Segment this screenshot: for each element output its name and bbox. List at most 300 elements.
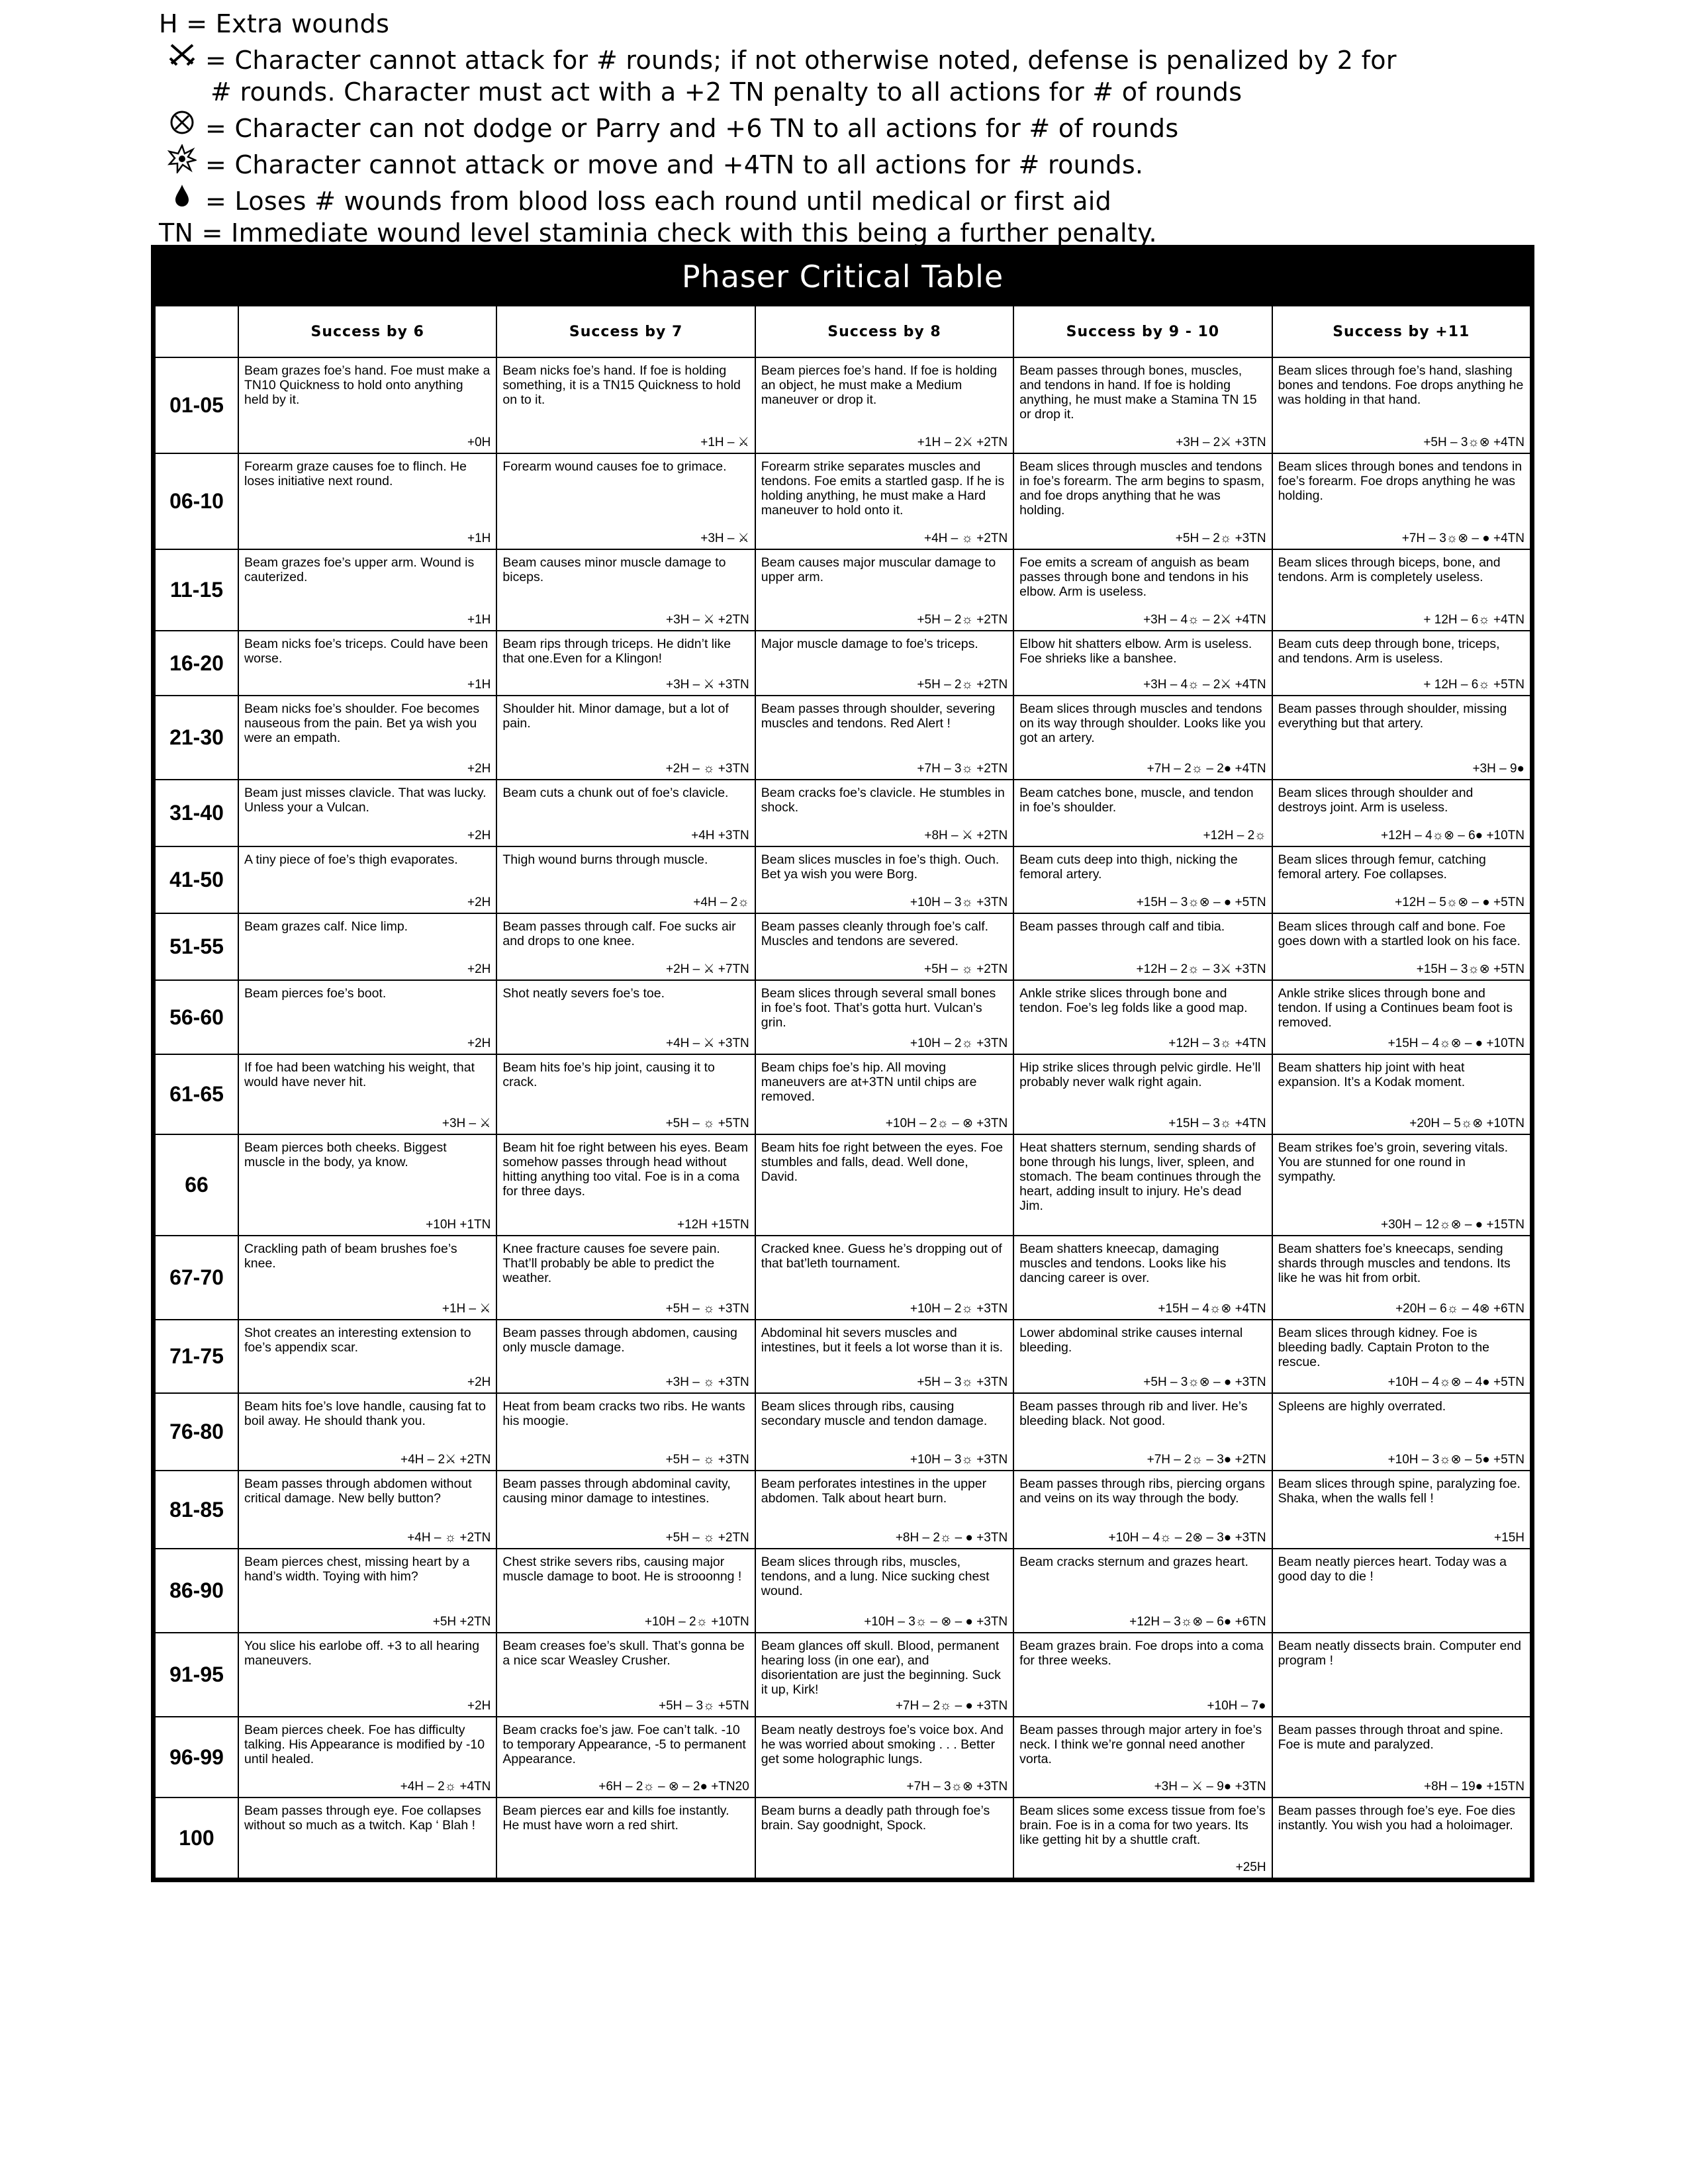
effect-description: Beam slices through ribs, muscles, tendons, and a lung. Nice sucking chest wound. [761,1555,990,1598]
legend-entry [159,144,1615,181]
effect-modifiers: + 12H – 6☼ +5TN [1423,678,1524,692]
critical-cell [1013,1134,1272,1236]
effect-description: Beam slices muscles in foe’s thigh. Ouch. Bet ya wish you were Borg. [761,852,1000,882]
effect-description: Beam passes through abdominal cavity, causing minor damage to intestines. [502,1477,731,1506]
critical-cell [1013,1393,1272,1471]
effect-modifiers: +3H – 2⚔ +3TN [1176,435,1266,449]
effect-modifiers: +5H +2TN [432,1615,491,1629]
effect-description: Beam neatly dissects brain. Computer end program ! [1278,1639,1521,1668]
critical-cell [238,1320,496,1393]
effect-description: Beam nicks foe’s hand. If foe is holding something, it is a TN15 Quickness to hold on to it. [502,363,741,407]
critical-cell [1272,913,1530,980]
legend-entry [159,8,1615,40]
table-row [155,1797,1530,1878]
critical-cell [496,631,755,696]
effect-description: Beam pierces both cheeks. Biggest muscle in the body, ya know. [244,1140,447,1169]
table-row [155,549,1530,631]
legend-text: TN = Immediate wound level staminia check with this being a further penalty. [159,218,1157,248]
effect-description: Beam pierces foe’s boot. [244,986,387,1001]
critical-cell [755,1054,1013,1134]
effect-modifiers: +10H – 4☼ – 2⊗ – 3● +3TN [1108,1531,1266,1545]
effect-description: Beam rips through triceps. He didn’t like that one.Even for a Klingon! [502,637,731,666]
effect-description: Beam creases foe’s skull. That’s gonna be a nice scar Weasley Crusher. [502,1639,745,1668]
effect-description: Heat from beam cracks two ribs. He wants his moogie. [502,1399,745,1428]
effect-modifiers: +7H – 2☼ – 3● +2TN [1147,1453,1266,1467]
critical-cell [1272,1236,1530,1320]
effect-description: Abdominal hit severs muscles and intestines, but it feels a lot worse than it is. [761,1326,1004,1355]
effect-modifiers: +3H – 4☼ – 2⚔ +4TN [1143,678,1266,692]
effect-modifiers: +7H – 3☼⊗ +3TN [906,1780,1008,1794]
critical-cell [755,1471,1013,1549]
effect-description: Beam grazes foe’s hand. Foe must make a TN10 Quickness to hold onto anything held by it. [244,363,491,407]
effect-description: Beam slices through muscles and tendons in foe’s forearm. The arm begins to spasm, and foe drops anything that he was holding. [1019,459,1265,518]
table-row [155,1054,1530,1134]
effect-description: Cracked knee. Guess he’s dropping out of that bat’leth tournament. [761,1242,1002,1271]
critical-cell [496,453,755,549]
effect-modifiers: +3H – ☼ +3TN [665,1375,749,1389]
roll-range: 31-40 [155,780,238,846]
roll-range: 91-95 [155,1633,238,1717]
effect-description: Shoulder hit. Minor damage, but a lot of pain. [502,702,729,731]
critical-cell [1272,846,1530,913]
effect-description: Beam passes through throat and spine. Foe is mute and paralyzed. [1278,1723,1503,1752]
effect-modifiers: +7H – 2☼ – 2● +4TN [1147,762,1266,776]
critical-cell [238,631,496,696]
effect-description: Beam slices through several small bones in foe’s foot. That’s gotta hurt. Vulcan’s grin. [761,986,996,1030]
roll-range: 76-80 [155,1393,238,1471]
effect-modifiers: +3H – ⚔ +3TN [665,678,749,692]
effect-description: Beam passes through shoulder, missing everything but that artery. [1278,702,1507,731]
effect-description: Beam grazes brain. Foe drops into a coma for three weeks. [1019,1639,1264,1668]
critical-cell [1272,357,1530,453]
effect-modifiers: +15H – 4☼⊗ – ● +10TN [1387,1036,1524,1050]
table-row [155,631,1530,696]
effect-modifiers: +1H [467,678,491,692]
effect-description: Ankle strike slices through bone and tendon. Foe’s leg folds like a good map. [1019,986,1248,1015]
effect-description: Thigh wound burns through muscle. [502,852,708,867]
effect-modifiers: +5H – 2☼ +3TN [1175,531,1266,545]
effect-modifiers: +15H [1494,1531,1524,1545]
effect-modifiers: +6H – 2☼ – ⊗ – 2● +TN20 [598,1780,749,1794]
effect-modifiers: +10H – 3☼ +3TN [910,895,1008,909]
effect-modifiers: +7H – 3☼⊗ – ● +4TN [1401,531,1524,545]
effect-description: Beam slices through ribs, causing secondary muscle and tendon damage. [761,1399,988,1428]
effect-description: Beam causes minor muscle damage to biceps. [502,555,726,584]
effect-modifiers: +2H – ☼ +3TN [665,762,749,776]
critical-cell [1272,696,1530,780]
effect-modifiers: +10H +1TN [426,1218,491,1232]
critical-cell [755,1320,1013,1393]
critical-cell [1272,1134,1530,1236]
effect-modifiers: +7H – 3☼ +2TN [917,762,1008,776]
critical-cell [1272,453,1530,549]
critical-cell [238,1717,496,1797]
effect-description: Beam passes through major artery in foe’s neck. I think we’re gonnal need another vorta. [1019,1723,1262,1766]
critical-cell [1272,1549,1530,1633]
effect-modifiers: +3H – ⚔ [442,1116,491,1130]
effect-modifiers: +15H – 3☼⊗ +5TN [1416,962,1524,976]
effect-description: Beam slices through spine, paralyzing foe. Shaka, when the walls fell ! [1278,1477,1521,1506]
effect-modifiers: +3H – ⚔ – 9● +3TN [1154,1780,1266,1794]
critical-cell [1013,1717,1272,1797]
table-title: Phaser Critical Table [154,248,1531,305]
effect-description: Beam neatly destroys foe’s voice box. And he was worried about smoking . . . Better get some holographic lungs. [761,1723,1004,1766]
effect-modifiers: +12H – 2☼ – 3⚔ +3TN [1136,962,1266,976]
critical-cell [238,1393,496,1471]
effect-description: Beam pierces foe’s hand. If foe is holding an object, he must make a Medium maneuver or drop it. [761,363,998,407]
critical-cell [496,1471,755,1549]
effect-description: Elbow hit shatters elbow. Arm is useless. Foe shrieks like a banshee. [1019,637,1252,666]
effect-description: Beam shatters hip joint with heat expansion. It’s a Kodak moment. [1278,1060,1466,1089]
effect-description: Beam hits foe’s love handle, causing fat to boil away. He should thank you. [244,1399,486,1428]
roll-range: 51-55 [155,913,238,980]
critical-cell [755,846,1013,913]
critical-cell [1013,1471,1272,1549]
table-row [155,980,1530,1054]
effect-description: Beam passes through bones, muscles, and tendons in hand. If foe is holding anything, he must make a Stamina TN 15 or drop it. [1019,363,1257,422]
effect-description: Beam passes through calf and tibia. [1019,919,1225,934]
critical-cell [238,1236,496,1320]
critical-cell [238,846,496,913]
table-row [155,1320,1530,1393]
critical-cell [496,1054,755,1134]
legend [159,8,1615,249]
effect-description: Beam slices through femur, catching femoral artery. Foe collapses. [1278,852,1486,882]
effect-modifiers: +2H [467,829,491,842]
table-row [155,1549,1530,1633]
table-row [155,1134,1530,1236]
effect-modifiers: +0H [467,435,491,449]
effect-modifiers: +8H – 2☼ – ● +3TN [895,1531,1008,1545]
effect-modifiers: +10H – 2☼ +3TN [910,1302,1008,1316]
effect-modifiers: +20H – 6☼ – 4⊗ +6TN [1395,1302,1524,1316]
effect-modifiers: +1H [467,531,491,545]
effect-description: Beam grazes calf. Nice limp. [244,919,408,934]
effect-description: Beam slices through bones and tendons in foe’s forearm. Foe drops anything he was holding. [1278,459,1523,503]
legend-text: = Character can not dodge or Parry and +6 TN to all actions for # of rounds [205,114,1179,143]
column-header: Success by 7 [496,306,755,357]
effect-description: Forearm graze causes foe to flinch. He loses initiative next round. [244,459,467,488]
blood-drop-icon [159,181,205,210]
roll-column-header [155,306,238,357]
effect-description: Chest strike severs ribs, causing major muscle damage to boot. He is strooonng ! [502,1555,742,1584]
effect-modifiers: +5H – 2☼ +2TN [917,678,1008,692]
crossed-swords-icon [159,40,205,69]
effect-description: Beam cracks foe’s jaw. Foe can’t talk. -10 to temporary Appearance, -5 to permanent Appearance. [502,1723,746,1766]
critical-cell [496,1549,755,1633]
effect-modifiers: +5H – 3☼ +5TN [659,1699,749,1713]
critical-cell [1272,1054,1530,1134]
effect-description: Beam glances off skull. Blood, permanent hearing loss (in one ear), and disorientation are just the beginning. Suck it up, Kirk! [761,1639,1001,1697]
effect-modifiers: +8H – 19● +15TN [1424,1780,1524,1794]
effect-description: Beam passes through rib and liver. He’s bleeding black. Not good. [1019,1399,1248,1428]
effect-modifiers: +30H – 12☼⊗ – ● +15TN [1381,1218,1524,1232]
effect-description: Beam passes through calf. Foe sucks air and drops to one knee. [502,919,736,948]
critical-cell [1013,1797,1272,1878]
effect-description: Beam perforates intestines in the upper abdomen. Talk about heart burn. [761,1477,987,1506]
effect-modifiers: +10H – 2☼ – ⊗ +3TN [885,1116,1008,1130]
roll-range: 67-70 [155,1236,238,1320]
critical-cell [238,1633,496,1717]
critical-cell [755,696,1013,780]
table-row [155,1236,1530,1320]
legend-entry [159,76,1615,108]
effect-modifiers: +4H +3TN [691,829,749,842]
table-row [155,780,1530,846]
effect-modifiers: +3H – ⚔ +2TN [665,613,749,627]
effect-description: Beam nicks foe’s shoulder. Foe becomes nauseous from the pain. Bet ya wish you were an empath. [244,702,480,745]
effect-modifiers: +10H – 2☼ +3TN [910,1036,1008,1050]
effect-description: Ankle strike slices through bone and tendon. If using a Continues beam foot is removed. [1278,986,1513,1030]
effect-description: Beam shatters kneecap, damaging muscles and tendons. Looks like his dancing career is over. [1019,1242,1227,1285]
effect-description: Beam passes through abdomen without critical damage. New belly button? [244,1477,472,1506]
effect-modifiers: +5H – ☼ +2TN [665,1531,749,1545]
legend-text: H = Extra wounds [159,9,390,38]
effect-description: Beam slices through foe’s hand, slashing bones and tendons. Foe drops anything he was holding in that hand. [1278,363,1524,407]
effect-modifiers: +12H – 3☼⊗ – 6● +6TN [1129,1615,1266,1629]
critical-cell [496,549,755,631]
critical-cell [238,549,496,631]
effect-modifiers: +3H – 9● [1472,762,1524,776]
effect-description: Beam slices through shoulder and destroys joint. Arm is useless. [1278,786,1474,815]
legend-text: # rounds. Character must act with a +2 TN penalty to all actions for # of rounds [211,77,1243,107]
critical-cell [238,980,496,1054]
effect-modifiers: +10H – 3☼ +3TN [910,1453,1008,1467]
effect-description: Beam nicks foe’s triceps. Could have been worse. [244,637,489,666]
effect-description: Beam just misses clavicle. That was lucky. Unless your a Vulcan. [244,786,487,815]
effect-modifiers: +5H – 2☼ +2TN [917,613,1008,627]
critical-cell [496,1797,755,1878]
critical-cell [238,1471,496,1549]
table-row [155,1393,1530,1471]
effect-modifiers: +4H – ⚔ +3TN [665,1036,749,1050]
critical-cell [238,696,496,780]
effect-modifiers: +4H – 2⚔ +2TN [400,1453,491,1467]
effect-modifiers: +1H [467,613,491,627]
effect-modifiers: +10H – 3☼ – ⊗ – ● +3TN [864,1615,1008,1629]
roll-range: 86-90 [155,1549,238,1633]
effect-description: Beam pierces cheek. Foe has difficulty talking. His Appearance is modified by -10 until healed. [244,1723,485,1766]
legend-entry [159,217,1615,249]
table-row [155,913,1530,980]
effect-modifiers: +1H – ⚔ [700,435,749,449]
effect-description: You slice his earlobe off. +3 to all hearing maneuvers. [244,1639,480,1668]
critical-cell [755,1134,1013,1236]
effect-modifiers: +3H – 4☼ – 2⚔ +4TN [1143,613,1266,627]
critical-cell [755,1236,1013,1320]
effect-description: Beam slices through kidney. Foe is bleeding badly. Captain Proton to the rescue. [1278,1326,1490,1369]
effect-modifiers: +10H – 7● [1207,1699,1266,1713]
effect-modifiers: +5H – ☼ +2TN [923,962,1008,976]
effect-modifiers: +5H – ☼ +3TN [665,1453,749,1467]
critical-cell [755,631,1013,696]
effect-description: A tiny piece of foe’s thigh evaporates. [244,852,458,867]
critical-cell [755,357,1013,453]
column-header: Success by 9 - 10 [1013,306,1272,357]
effect-description: Hip strike slices through pelvic girdle. He’ll probably never walk right again. [1019,1060,1261,1089]
critical-cell [1013,357,1272,453]
critical-cell [238,453,496,549]
effect-description: Crackling path of beam brushes foe’s knee. [244,1242,457,1271]
table-row [155,1717,1530,1797]
effect-modifiers: +12H – 4☼⊗ – 6● +10TN [1381,829,1524,842]
effect-modifiers: +5H – ☼ +3TN [665,1302,749,1316]
effect-description: Beam slices some excess tissue from foe’s brain. Foe is in a coma for two years. Its like getting hit by a shuttle craft. [1019,1803,1266,1847]
starburst-icon [159,144,205,173]
effect-modifiers: +7H – 2☼ – ● +3TN [895,1699,1008,1713]
effect-description: If foe had been watching his weight, that would have never hit. [244,1060,475,1089]
table-row [155,846,1530,913]
effect-description: Beam hits foe right between the eyes. Foe stumbles and falls, dead. Well done, David. [761,1140,1004,1184]
effect-modifiers: + 12H – 6☼ +4TN [1423,613,1524,627]
effect-modifiers: +1H – 2⚔ +2TN [917,435,1008,449]
effect-modifiers: +15H – 4☼⊗ +4TN [1158,1302,1266,1316]
table-row [155,696,1530,780]
effect-modifiers: +25H [1235,1860,1266,1874]
effect-description: Beam passes through foe’s eye. Foe dies instantly. You wish you had a holoimager. [1278,1803,1515,1833]
critical-cell [1013,1320,1272,1393]
critical-cell [496,696,755,780]
critical-cell [496,913,755,980]
effect-modifiers: +20H – 5☼⊗ +10TN [1409,1116,1524,1130]
effect-modifiers: +12H +15TN [677,1218,749,1232]
critical-cell [496,1134,755,1236]
effect-modifiers: +2H [467,1375,491,1389]
effect-description: Beam slices through biceps, bone, and tendons. Arm is completely useless. [1278,555,1501,584]
roll-range: 81-85 [155,1471,238,1549]
effect-description: Beam cuts deep through bone, triceps, and tendons. Arm is useless. [1278,637,1500,666]
effect-description: Beam passes cleanly through foe’s calf. Muscles and tendons are severed. [761,919,989,948]
roll-range: 06-10 [155,453,238,549]
critical-cell [1272,980,1530,1054]
effect-description: Major muscle damage to foe’s triceps. [761,637,978,651]
critical-cell [496,780,755,846]
critical-cell [238,780,496,846]
critical-cell [1013,1633,1272,1717]
critical-cell [755,1549,1013,1633]
effect-description: Forearm strike separates muscles and tendons. Foe emits a startled gasp. If he is holding anything, he must make a Hard maneuver to hold onto it. [761,459,1005,518]
effect-modifiers: +10H – 4☼⊗ – 4● +5TN [1387,1375,1524,1389]
critical-cell [1272,1320,1530,1393]
effect-description: Beam hit foe right between his eyes. Beam somehow passes through head without hitting anything too vital. Foe is in a coma for three days. [502,1140,749,1199]
effect-modifiers: +5H – 3☼⊗ +4TN [1423,435,1524,449]
effect-description: Beam cracks sternum and grazes heart. [1019,1555,1248,1569]
critical-cell [1013,980,1272,1054]
effect-description: Beam pierces ear and kills foe instantly. He must have worn a red shirt. [502,1803,729,1833]
critical-cell [238,1549,496,1633]
critical-cell [496,1393,755,1471]
circle-x-icon [159,108,205,137]
critical-cell [496,1717,755,1797]
effect-description: Beam cuts deep into thigh, nicking the femoral artery. [1019,852,1238,882]
phaser-critical-table [151,245,1534,1882]
column-header: Success by 8 [755,306,1013,357]
critical-cell [496,846,755,913]
critical-cell [1013,453,1272,549]
effect-modifiers: +4H – ☼ +2TN [923,531,1008,545]
effect-modifiers: +4H – 2☼ +4TN [400,1780,491,1794]
critical-cell [1272,1393,1530,1471]
effect-description: Beam cracks foe’s clavicle. He stumbles in shock. [761,786,1005,815]
effect-modifiers: +12H – 5☼⊗ – ● +5TN [1395,895,1524,909]
effect-description: Shot neatly severs foe’s toe. [502,986,665,1001]
effect-description: Beam grazes foe’s upper arm. Wound is cauterized. [244,555,475,584]
effect-modifiers: +2H [467,962,491,976]
critical-cell [1272,549,1530,631]
effect-description: Beam passes through abdomen, causing only muscle damage. [502,1326,737,1355]
critical-cell [755,549,1013,631]
critical-cell [1013,549,1272,631]
effect-description: Beam passes through shoulder, severing muscles and tendons. Red Alert ! [761,702,996,731]
effect-description: Beam hits foe’s hip joint, causing it to crack. [502,1060,715,1089]
effect-description: Beam cuts a chunk out of foe’s clavicle. [502,786,729,800]
effect-modifiers: +12H – 2☼ [1203,829,1266,842]
effect-description: Beam burns a deadly path through foe’s brain. Say goodnight, Spock. [761,1803,990,1833]
effect-modifiers: +2H – ⚔ +7TN [665,962,749,976]
critical-cell [1013,1549,1272,1633]
critical-cell [1013,631,1272,696]
critical-cell [1272,631,1530,696]
legend-entry [159,40,1615,76]
critical-cell [238,1134,496,1236]
effect-description: Knee fracture causes foe severe pain. That’ll probably be able to predict the weather. [502,1242,720,1285]
effect-description: Beam slices through calf and bone. Foe goes down with a startled look on his face. [1278,919,1521,948]
effect-description: Beam passes through ribs, piercing organs and veins on its way through the body. [1019,1477,1265,1506]
critical-cell [496,1633,755,1717]
critical-cell [496,357,755,453]
legend-text: = Character cannot attack or move and +4TN to all actions for # rounds. [205,150,1144,179]
column-header: Success by +11 [1272,306,1530,357]
effect-modifiers: +3H – ⚔ [700,531,749,545]
effect-modifiers: +5H – 3☼⊗ – ● +3TN [1143,1375,1266,1389]
critical-cell [238,357,496,453]
roll-range: 96-99 [155,1717,238,1797]
critical-cell [755,453,1013,549]
critical-cell [1272,1633,1530,1717]
effect-modifiers: +15H – 3☼⊗ – ● +5TN [1136,895,1266,909]
effect-modifiers: +10H – 2☼ +10TN [644,1615,749,1629]
roll-range: 66 [155,1134,238,1236]
critical-cell [1013,846,1272,913]
critical-cell [755,780,1013,846]
roll-range: 71-75 [155,1320,238,1393]
effect-description: Forearm wound causes foe to grimace. [502,459,727,474]
critical-cell [755,1393,1013,1471]
effect-description: Beam chips foe’s hip. All moving maneuvers are at+3TN until chips are removed. [761,1060,977,1104]
roll-range: 61-65 [155,1054,238,1134]
critical-cell [1013,696,1272,780]
critical-cell [496,1320,755,1393]
effect-modifiers: +2H [467,895,491,909]
critical-cell [496,980,755,1054]
roll-range: 56-60 [155,980,238,1054]
critical-cell [755,980,1013,1054]
critical-cell [1013,913,1272,980]
effect-description: Beam passes through eye. Foe collapses without so much as a twitch. Kap ‘ Blah ! [244,1803,481,1833]
roll-range: 100 [155,1797,238,1878]
effect-modifiers: +2H [467,762,491,776]
effect-modifiers: +4H – ☼ +2TN [407,1531,491,1545]
critical-cell [755,1633,1013,1717]
effect-modifiers: +15H – 3☼ +4TN [1168,1116,1266,1130]
header-row [155,306,1530,357]
critical-cell [1013,1236,1272,1320]
table-row [155,453,1530,549]
legend-entry [159,108,1615,144]
effect-description: Beam catches bone, muscle, and tendon in foe’s shoulder. [1019,786,1254,815]
table-row [155,1633,1530,1717]
critical-cell [1013,780,1272,846]
